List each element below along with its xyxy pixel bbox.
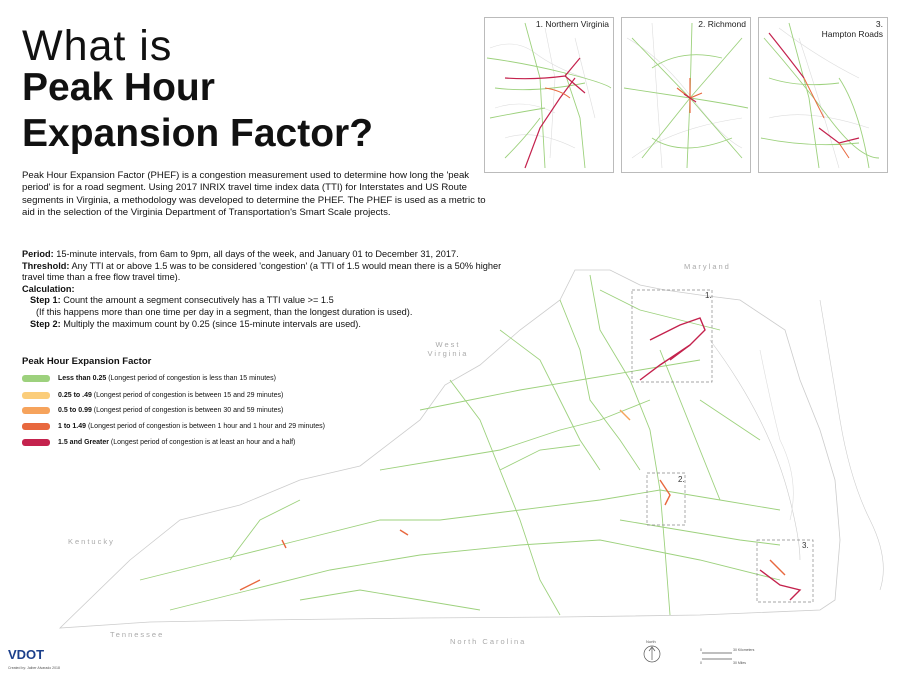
legend-label: 0.25 to .49 [58, 392, 92, 399]
step1-label: Step 1: [30, 295, 61, 306]
state-label-kentucky: Kentucky [68, 537, 115, 546]
title-line-3: Expansion Factor? [22, 112, 374, 155]
legend-title: Peak Hour Expansion Factor [22, 356, 152, 367]
period-label: Period: [22, 249, 54, 259]
calculation-label: Calculation: [22, 283, 75, 294]
legend-desc: (Longest period of congestion is less than 15 minutes) [106, 375, 276, 382]
north-label: North [646, 639, 656, 644]
inset-label: 2. Richmond [698, 19, 746, 29]
legend-desc: (Longest period of congestion is between 15 and 29 minutes) [91, 392, 284, 399]
step2-label: Step 2: [30, 318, 61, 329]
scale-mi: 30 Miles [733, 661, 747, 665]
legend-label: 1 to 1.49 [58, 423, 87, 430]
box-label-3: 3. [802, 541, 809, 550]
legend-label: 1.5 and Greater [58, 439, 109, 446]
vdot-logo: VDOT [8, 647, 45, 662]
logo-credit: Created by: Jaiber Alvarado 2018 [8, 666, 60, 670]
legend-label: Less than 0.25 [58, 375, 107, 382]
inset-label: 1. Northern Virginia [535, 19, 609, 29]
congestion-segments [240, 318, 800, 600]
step1-note: (If this happens more than one time per day in a segment, than the longest duration is used). [36, 306, 413, 317]
inset-label: 3. Hampton Roads [821, 19, 883, 39]
legend-label: 0.5 to 0.99 [58, 407, 92, 414]
threshold-text: Any TTI at or above 1.5 was to be considered 'congestion' (a TTI of 1.5 would mean there is a 50% higher travel time than a free flow travel time). [22, 260, 502, 283]
title-line-2: Peak Hour [22, 66, 215, 109]
title-line-1: What is [22, 22, 173, 70]
inset-boxes [632, 290, 813, 602]
state-label-maryland: Maryland [684, 262, 731, 271]
road-network [140, 275, 780, 615]
state-label-west-virginia: West Virginia [427, 340, 469, 358]
period-text: 15-minute intervals, from 6am to 9pm, all days of the week, and January 01 to December 31, 2017. [53, 249, 459, 259]
threshold-label: Threshold: [22, 260, 70, 271]
legend-desc: (Longest period of congestion is between 1 hour and 1 hour and 29 minutes) [86, 423, 325, 430]
step1-text: Count the amount a segment consecutively has a TTI value >= 1.5 [60, 295, 334, 306]
scale-km: 30 Kilometers [733, 648, 755, 652]
box-1 [632, 290, 712, 382]
intro-paragraph: Peak Hour Expansion Factor (PHEF) is a congestion measurement used to determine how long the 'peak period' is for a road segment. Using 2017 INRIX travel time index data (TTI) for Interstates and US Route segments in Virginia, a methodology was developed to determine the PHEF. The PHEF is used as a metric to aid in the selection of the Virginia Department of Transportation's Smart Scale projects. [22, 170, 486, 218]
state-label-north-carolina: North Carolina [450, 637, 527, 646]
state-label-tennessee: Tennessee [110, 630, 165, 639]
box-label-1: 1. [705, 291, 712, 300]
scale-zero-km: 0 [700, 648, 702, 652]
step2-text: Multiply the maximum count by 0.25 (since 15-minute intervals are used). [60, 318, 361, 329]
scale-zero-mi: 0 [700, 661, 702, 665]
legend-desc: (Longest period of congestion is between 30 and 59 minutes) [91, 407, 284, 414]
virginia-outline [60, 270, 840, 628]
coastline [710, 300, 883, 590]
box-label-2: 2. [678, 475, 685, 484]
legend-desc: (Longest period of congestion is at least an hour and a half) [108, 439, 296, 446]
